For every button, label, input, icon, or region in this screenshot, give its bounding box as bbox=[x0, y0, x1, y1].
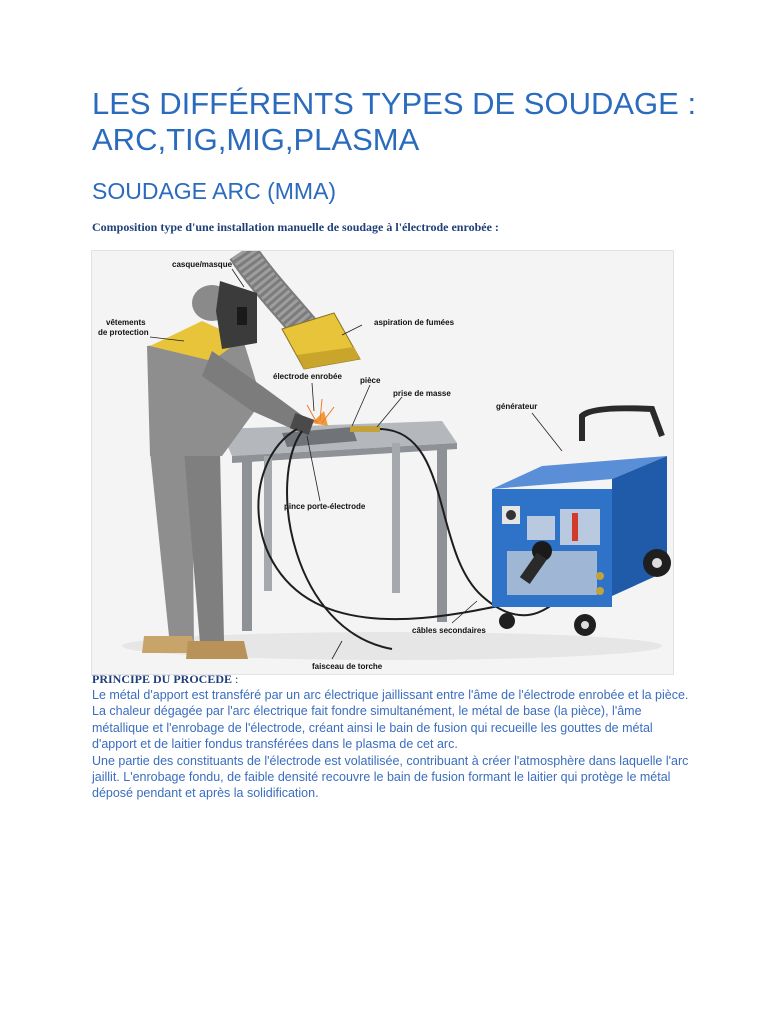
section-title: SOUDAGE ARC (MMA) bbox=[92, 178, 337, 204]
label-faisceau: faisceau de torche bbox=[312, 662, 383, 671]
label-vetements-line2: de protection bbox=[98, 328, 149, 337]
principle-heading bbox=[92, 672, 238, 687]
label-casque: casque/masque bbox=[172, 260, 233, 269]
label-prise-masse: prise de masse bbox=[393, 389, 451, 398]
label-generateur: générateur bbox=[496, 402, 538, 411]
principle-body bbox=[92, 687, 692, 802]
figure-caption: Composition type d'une installation manuelle de soudage à l'électrode enrobée : bbox=[92, 220, 499, 234]
principle-paragraph-3: Une partie des constituants de l'électrode est volatilisée, contribuant à créer l'atmosphère dans laquelle l'arc jaillit. L'enrobage fondu, de faible densité recouvre le bain de fusion formant le laitier qui protège le métal déposé pendant et après la solidification. bbox=[92, 753, 689, 801]
label-vetements-line1: vêtements bbox=[106, 318, 146, 327]
label-cables: câbles secondaires bbox=[412, 626, 486, 635]
generator bbox=[492, 408, 671, 636]
fume-extraction-hose bbox=[242, 251, 360, 369]
principle-heading-text: PRINCIPE DU PROCEDE bbox=[92, 672, 233, 686]
earth-clamp bbox=[350, 426, 380, 432]
label-aspiration: aspiration de fumées bbox=[374, 318, 455, 327]
label-electrode: électrode enrobée bbox=[273, 372, 342, 381]
page-title: LES DIFFÉRENTS TYPES DE SOUDAGE : ARC,TIG,MIG,PLASMA bbox=[92, 86, 697, 157]
principle-paragraph-2: La chaleur dégagée par l'arc électrique fait fondre simultanément, le métal de base (la pièce), l'âme métallique et l'enrobage de l'électrode, créant ainsi le bain de fusion qui recueille les gouttes de métal d'apport et de laitier fondus transférées dans le plasma de cet arc. bbox=[92, 704, 653, 752]
label-piece: pièce bbox=[360, 376, 381, 385]
principle-heading-colon: : bbox=[232, 672, 239, 686]
welding-installation-diagram bbox=[91, 250, 674, 675]
principle-paragraph-1: Le métal d'apport est transféré par un arc électrique jaillissant entre l'âme de l'électrode enrobée et la pièce. bbox=[92, 688, 689, 702]
label-pince: pince porte-électrode bbox=[284, 502, 366, 511]
